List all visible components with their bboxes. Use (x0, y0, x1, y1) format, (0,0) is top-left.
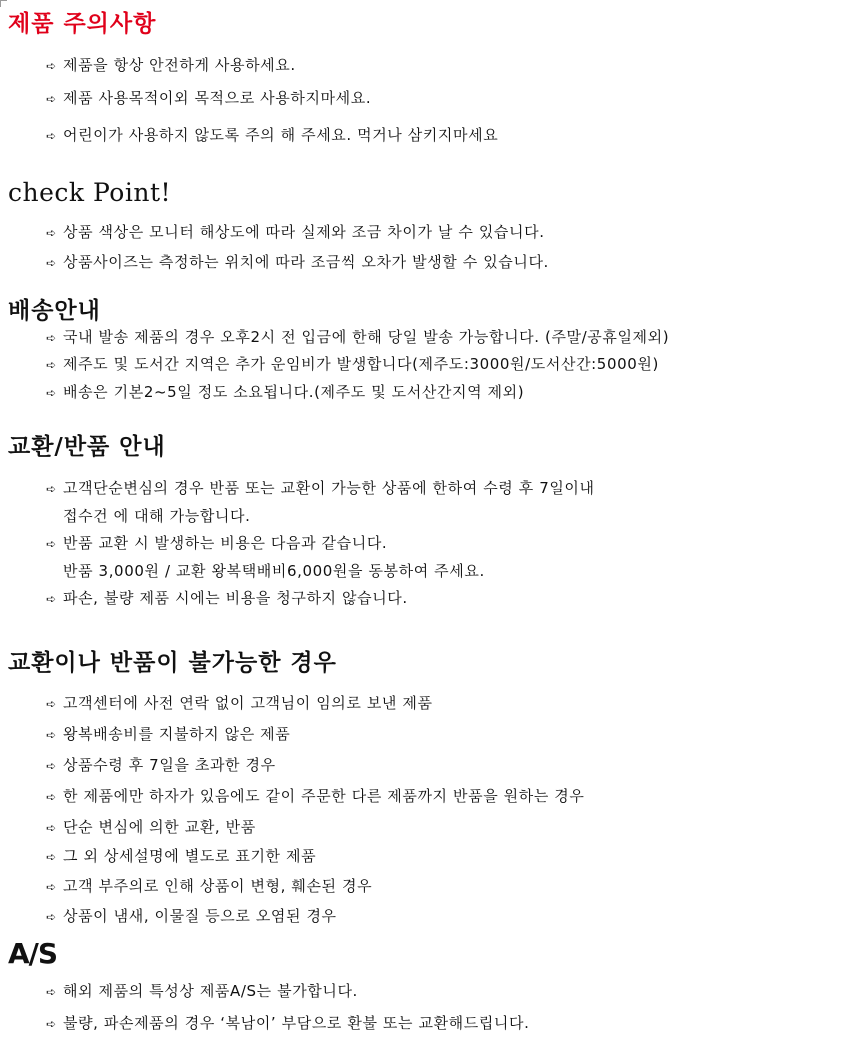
exchange-item: ➪ 고객단순변심의 경우 반품 또는 교환이 가능한 상품에 한하여 수령 후 7일이내 (46, 479, 595, 497)
arrow-bullet-icon: ➪ (46, 537, 57, 551)
impossible-item: ➪ 상품이 냄새, 이물질 등으로 오염된 경우 (46, 907, 337, 925)
arrow-bullet-icon: ➪ (46, 482, 57, 496)
arrow-bullet-icon: ➪ (46, 821, 57, 835)
arrow-bullet-icon: ➪ (46, 92, 57, 106)
arrow-bullet-icon: ➪ (46, 59, 57, 73)
arrow-bullet-icon: ➪ (46, 358, 57, 372)
arrow-bullet-icon: ➪ (46, 256, 57, 270)
exchange-item: ➪ 반품 교환 시 발생하는 비용은 다음과 같습니다. (46, 534, 388, 552)
page-corner-mark (0, 0, 7, 7)
arrow-bullet-icon: ➪ (46, 226, 57, 240)
arrow-bullet-icon: ➪ (46, 790, 57, 804)
arrow-bullet-icon: ➪ (46, 985, 57, 999)
check-point-title: check Point! (8, 178, 172, 207)
caution-item: ➪ 어린이가 사용하지 않도록 주의 해 주세요. 먹거나 삼키지마세요 (46, 126, 499, 144)
impossible-item: ➪ 왕복배송비를 지불하지 않은 제품 (46, 725, 291, 743)
arrow-bullet-icon: ➪ (46, 880, 57, 894)
shipping-item: ➪ 제주도 및 도서간 지역은 추가 운임비가 발생합니다(제주도:3000원/도서산간:5000원) (46, 355, 659, 373)
impossible-title: 교환이나 반품이 불가능한 경우 (8, 650, 337, 676)
check-item: ➪ 상품 색상은 모니터 해상도에 따라 실제와 조금 차이가 날 수 있습니다. (46, 223, 545, 241)
caution-item: ➪ 제품을 항상 안전하게 사용하세요. (46, 56, 296, 74)
arrow-bullet-icon: ➪ (46, 592, 57, 606)
impossible-item: ➪ 고객 부주의로 인해 상품이 변형, 훼손된 경우 (46, 877, 373, 895)
caution-title: 제품 주의사항 (8, 11, 157, 37)
impossible-item: ➪ 한 제품에만 하자가 있음에도 같이 주문한 다른 제품까지 반품을 원하는 경우 (46, 787, 585, 805)
exchange-item: ➪ 파손, 불량 제품 시에는 비용을 청구하지 않습니다. (46, 589, 408, 607)
caution-item: ➪ 제품 사용목적이외 목적으로 사용하지마세요. (46, 89, 372, 107)
impossible-item: ➪ 상품수령 후 7일을 초과한 경우 (46, 756, 276, 774)
as-item: ➪ 불량, 파손제품의 경우 ‘복남이’ 부담으로 환불 또는 교환해드립니다. (46, 1014, 530, 1032)
impossible-item: ➪ 고객센터에 사전 연락 없이 고객님이 임의로 보낸 제품 (46, 694, 433, 712)
arrow-bullet-icon: ➪ (46, 386, 57, 400)
arrow-bullet-icon: ➪ (46, 129, 57, 143)
arrow-bullet-icon: ➪ (46, 759, 57, 773)
as-title: A/S (8, 937, 58, 970)
exchange-item-continuation: 반품 3,000원 / 교환 왕복택배비6,000원을 동봉하여 주세요. (63, 562, 485, 580)
shipping-item: ➪ 국내 발송 제품의 경우 오후2시 전 입금에 한해 당일 발송 가능합니다. (주말/공휴일제외) (46, 328, 670, 346)
impossible-item: ➪ 단순 변심에 의한 교환, 반품 (46, 818, 256, 836)
arrow-bullet-icon: ➪ (46, 697, 57, 711)
exchange-item-continuation: 접수건 에 대해 가능합니다. (63, 507, 251, 525)
shipping-item: ➪ 배송은 기본2~5일 정도 소요됩니다.(제주도 및 도서산간지역 제외) (46, 383, 525, 401)
exchange-title: 교환/반품 안내 (8, 434, 166, 460)
arrow-bullet-icon: ➪ (46, 331, 57, 345)
shipping-title: 배송안내 (8, 298, 101, 324)
arrow-bullet-icon: ➪ (46, 728, 57, 742)
impossible-item: ➪ 그 외 상세설명에 별도로 표기한 제품 (46, 847, 317, 865)
arrow-bullet-icon: ➪ (46, 850, 57, 864)
arrow-bullet-icon: ➪ (46, 1017, 57, 1031)
as-item: ➪ 해외 제품의 특성상 제품A/S는 불가합니다. (46, 982, 358, 1000)
arrow-bullet-icon: ➪ (46, 910, 57, 924)
check-item: ➪ 상품사이즈는 측정하는 위치에 따라 조금씩 오차가 발생할 수 있습니다. (46, 253, 549, 271)
